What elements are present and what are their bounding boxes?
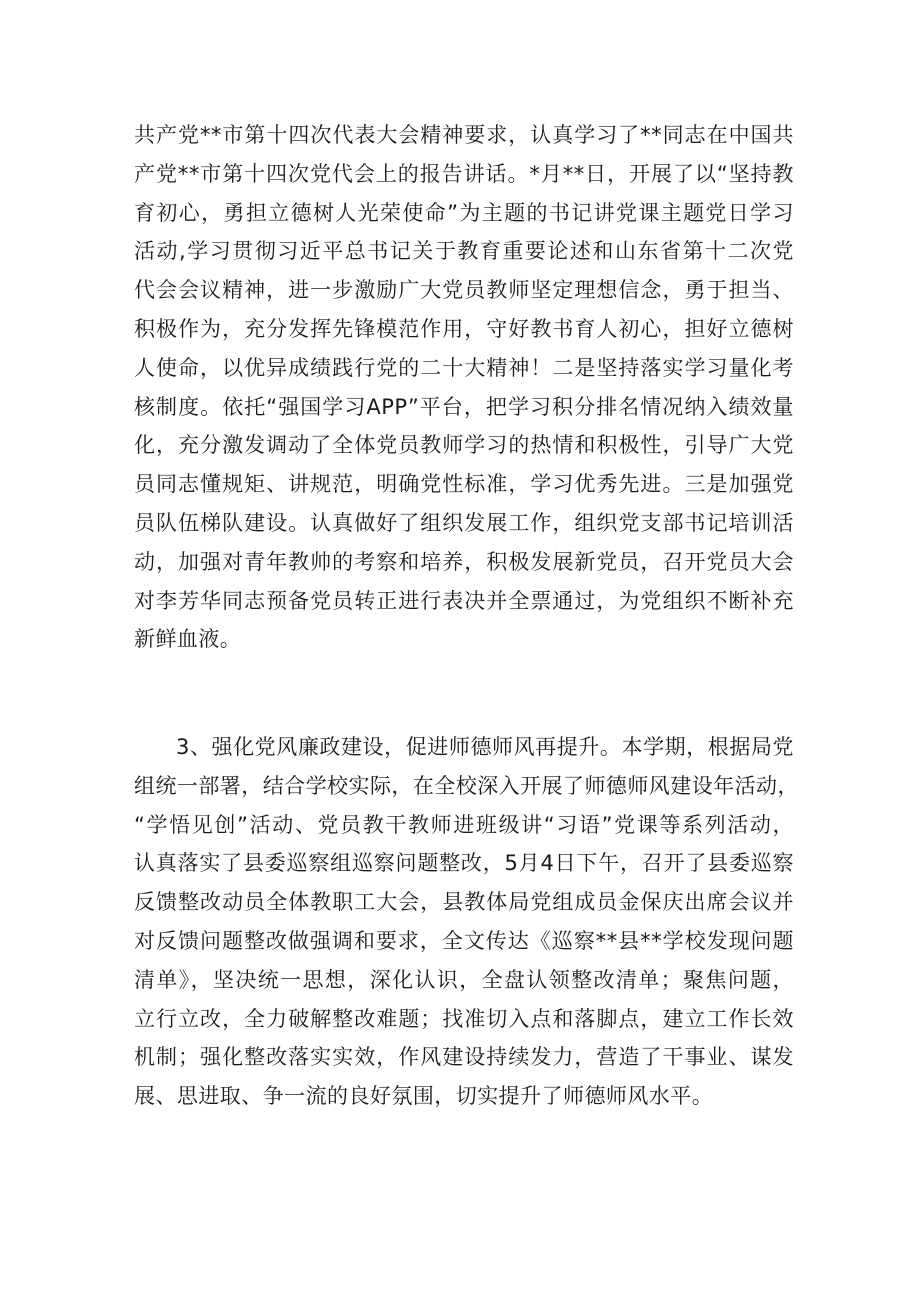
- paragraph-party-study: [134, 116, 794, 659]
- text-line: 组统一部署，结合学校实际，在全校深入开展了师德师风建设年活动，: [134, 773, 799, 798]
- paragraph-clean-governance: [134, 728, 799, 1116]
- text-line: 反馈整改动员全体教职工大会，县教体局党组成员金保庆出席会议并: [134, 890, 794, 915]
- text-line: 对反馈问题整改做强调和要求，全文传达《巡察**县**学校发现问题: [134, 928, 794, 953]
- text-line: 员同志懂规矩、讲规范，明确党性标准，学习优秀先进。三是加强党: [134, 472, 794, 497]
- text-line: 核制度。依托“强国学习APP”平台，把学习积分排名情况纳入绩效量: [134, 394, 794, 419]
- text-line: 化，充分激发调动了全体党员教师学习的热情和积极性，引导广大党: [134, 433, 794, 458]
- text-line: 新鲜血液。: [134, 627, 242, 652]
- text-line: 对李芳华同志预备党员转正进行表决并全票通过，为党组织不断补充: [134, 588, 794, 613]
- text-line: 代会会议精神，进一步激励广大党员教师坚定理想信念，勇于担当、: [134, 278, 794, 303]
- text-line: 人使命，以优异成绩践行党的二十大精神！二是坚持落实学习量化考: [134, 355, 794, 380]
- text-line: 产党**市第十四次党代会上的报告讲话。*月**日，开展了以“坚持教: [134, 161, 794, 186]
- text-line: “学悟见创”活动、党员教干教师进班级讲“习语”党课等系列活动，: [134, 812, 794, 837]
- text-line: 员队伍梯队建设。认真做好了组织发展工作，组织党支部书记培训活: [134, 510, 794, 535]
- text-line: 育初心，勇担立德树人光荣使命”为主题的书记讲党课主题党日学习: [134, 200, 794, 225]
- text-line: 共产党**市第十四次代表大会精神要求，认真学习了**同志在中国共: [134, 123, 794, 147]
- text-line: 机制；强化整改落实实效，作风建设持续发力，营造了干事业、谋发: [134, 1045, 794, 1070]
- text-line: 立行立改，全力破解整改难题；找准切入点和落脚点，建立工作长效: [134, 1006, 794, 1031]
- text-line: 展、思进取、争一流的良好氛围，切实提升了师德师风水平。: [134, 1084, 714, 1109]
- text-line: 认真落实了县委巡察组巡察问题整改，5月4日下午，召开了县委巡察: [134, 851, 794, 876]
- text-line: 动，加强对青年教帅的考察和培养，积极发展新党员，召开党员大会: [134, 549, 794, 574]
- text-line: 积极作为，充分发挥先锋模范作用，守好教书育人初心，担好立德树: [134, 316, 794, 341]
- text-line: 清单》，坚决统一思想，深化认识，全盘认领整改清单；聚焦问题，: [134, 967, 794, 992]
- text-line: 活动,学习贯彻习近平总书记关于教育重要论述和山东省第十二次党: [134, 239, 794, 264]
- text-line: 3、强化党风廉政建设，促进师德师风再提升。本学期，根据局党: [176, 735, 794, 759]
